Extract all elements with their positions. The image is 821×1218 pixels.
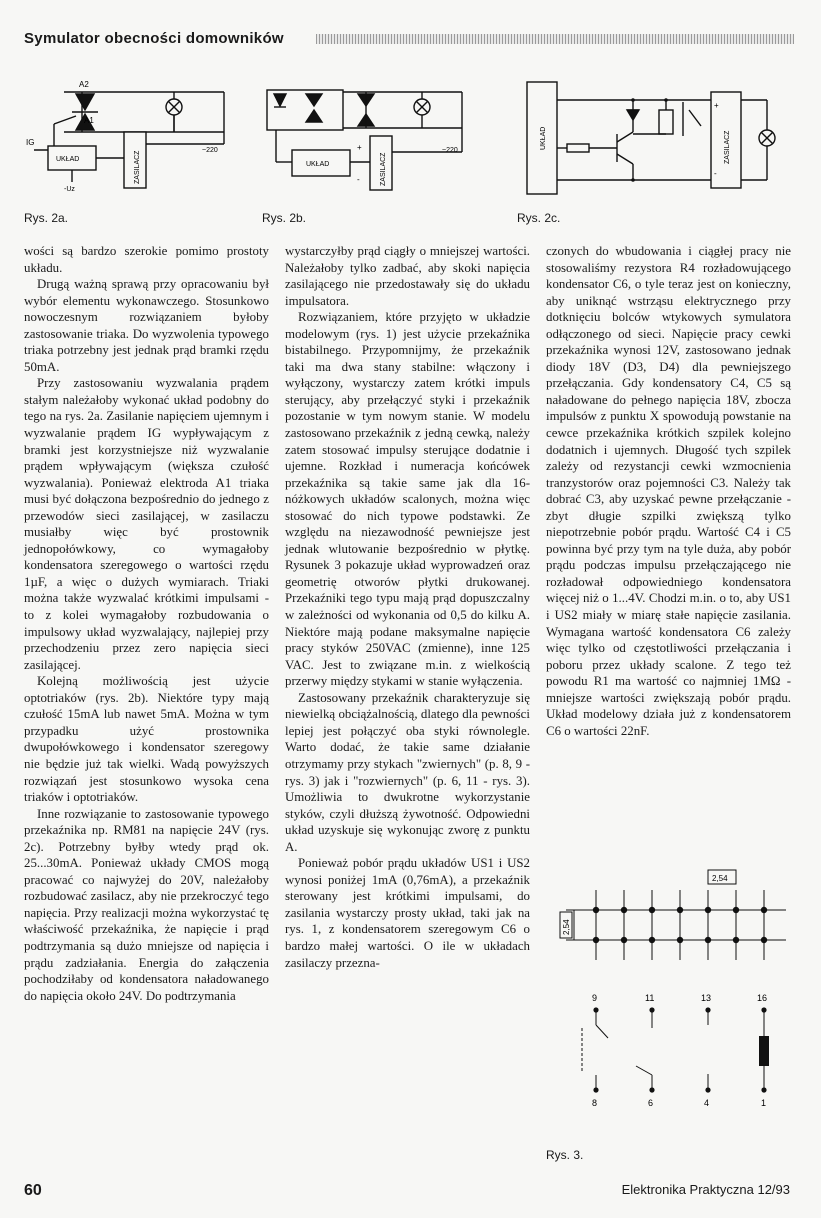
schematic-2b [262, 72, 502, 202]
label-supply: ZASILACZ [724, 130, 731, 164]
page-header [24, 30, 794, 50]
label-minus: - [357, 175, 360, 184]
paragraph: Ponieważ pobór prądu układów US1 i US2 wynosi poniżej 1mA (0,76mA), a przekaźnik sterowany jest krótkimi impulsami, do zasilania wystarczy prosty układ, taki jak na rys. 1, z kondensatorem szeregowym C6 o bardzo małej wartości. O ile w układach zasilaczy przezna- [285, 856, 530, 970]
paragraph: wości są bardzo szerokie pomimo prostoty układu. [24, 244, 269, 275]
dimension-vertical: 2,54 [562, 919, 571, 935]
figure-2c-caption: Rys. 2c. [517, 211, 561, 225]
label-block: UKŁAD [56, 156, 80, 163]
pin-label: 11 [645, 993, 655, 1003]
label-uz: -Uz [64, 186, 75, 193]
paragraph: wystarczyłby prąd ciągły o mniejszej wartości. Należałoby tylko zadbać, aby skoki napięcia zasilającego nie przedostawały się do układu impulsatora. [285, 244, 530, 308]
pin-label: 9 [592, 993, 598, 1003]
label-supply: ZASILACZ [380, 152, 387, 186]
label-block: UKŁAD [306, 161, 330, 168]
text-column-3 [546, 243, 791, 739]
pin-label: 13 [701, 993, 712, 1003]
pin-label: 16 [757, 993, 768, 1003]
paragraph: Przy zastosowaniu wyzwalania prądem stałym należałoby wykonać układ podobny do tego na rys. 2a. Zasilanie napięciem ujemnym i wyzwalanie prądem IG wypływającym z bramki jest korzystniejsze niż wyzwalanie prądem wpływającym (większa czułość wyzwalania). Ponieważ elektroda A1 triaka musi być dołączona bezpośrednio do jednego z przewodów sieci zasilającej, w zasilaczu musiałby więc być prostownik jednopołówkowy, co wymagałoby kondensatora szeregowego o wartości rzędu 1µF, a więc o dużych wymiarach. Triaki można także wyzwalać krótkimi impulsami - to z kolei wymagałoby rozbudowania o impulsowy układ wyzwalający, najlepiej przy przechodzeniu przez zero napięcia sieci zasilającej. [24, 376, 269, 672]
pin-label: 8 [592, 1098, 598, 1108]
figure-2a-caption: Rys. 2a. [24, 211, 69, 225]
pin-label: 6 [648, 1098, 654, 1108]
header-decorative-bar [316, 34, 794, 44]
paragraph: Inne rozwiązanie to zastosowanie typowego przekaźnika np. RM81 na napięcie 24V (rys. 2c). Potrzebny byłby wtedy prąd ok. 25...30mA. Ponieważ układy CMOS mogą pracować co najwyżej do 20V, należałoby rozbudować zasilacz, aby nie przekroczyć tego napięcia. Przy realizacji można wykorzystać tę właściwość przekaźnika, że napięcie i prąd podtrzymania są dużo mniejsze od napięcia i prądu zadziałania. Energia do załączenia pochodziłaby od kondensatora naładowanego do napięcia około 24V. Do podtrzymania [24, 806, 269, 1003]
label-plus: + [357, 143, 362, 152]
figure-3 [546, 860, 796, 1135]
label-supply: ZASILACZ [134, 150, 141, 184]
paragraph: Zastosowany przekaźnik charakteryzuje się niewielką obciążalnością, dlatego dla pewności lepiej jest połączyć oba styki równolegle. Warto dodać, że takie same działanie otrzymamy przy stykach "zwiernych" (p. 8, 9 - rys. 3) jak i "rozwiernych" (p. 6, 11 - rys. 3). Umożliwia to dwukrotne wykorzystanie styków, czyli dłuższą żywotność. Odpowiedni układ uzyskuje się wykonując zworę z punktu A. [285, 690, 530, 854]
schematic-2a [24, 72, 264, 202]
label-block: UKŁAD [540, 126, 547, 150]
pin-label: 1 [761, 1098, 767, 1108]
label-ig: IG [26, 138, 35, 147]
figure-2a [24, 72, 264, 202]
page-number: 60 [24, 1182, 42, 1199]
figure-3-caption: Rys. 3. [546, 1148, 584, 1162]
text-column-2 [285, 243, 530, 971]
dimension-horizontal: 2,54 [712, 874, 728, 883]
pin-label: 4 [704, 1098, 710, 1108]
figure-2b-caption: Rys. 2b. [262, 211, 307, 225]
schematic-2c [517, 72, 792, 202]
magazine-issue: Elektronika Praktyczna 12/93 [621, 1182, 790, 1197]
label-minus: - [714, 169, 717, 178]
label-mains: ~220 [442, 147, 458, 154]
section-title: Symulator obecności domowników [24, 30, 284, 47]
paragraph: czonych do wbudowania i ciągłej pracy nie stosowaliśmy rezystora R4 rozładowującego kondensator C6, o tyle teraz jest on konieczny, aby uniknąć wstrząsu elektrycznego przy dotknięciu bolców wtykowych symulatora odłączonego od sieci. Napięcie pracy cewki przekaźnika wynosi 12V, zastosowano jednak diody 18V (D3, D4) dla pewniejszego przełączania. Gdy kondensatory C4, C5 są naładowane do pełnego napięcia 18V, zbocza impulsów z punktu X spowodują powstanie na cewce przekaźnika krótkich szpilek kolejno dodatnich i ujemnych. Długość tych szpilek zależy od rezystancji cewki wzmocnienia tranzystorów oraz pojemności C3. Należy tak dobrać C3, aby uzyskać pewne przełączanie - zbyt długie szpilki zwiększą tylko niepotrzebnie pobór prądu. Wartość C4 i C5 powinna być przy tym na tyle duża, aby pobór prądu podczas impulsu przełączającego nie rozładował odpowiedniego kondensatora więcej niż o 1...4V. Chodzi m.in. o to, aby US1 i US2 miały w miarę stałe napięcie zasilania. Wymagana wartość kondensatora C6 zależy więc tylko od częstotliwości przełączania i poboru przez układy scalone. Z tego też powodu R1 ma wartość co najmniej 1MΩ - mniejsze wartości zwiększają pobór prądu. Układ modelowy działa już z kondensatorem C6 o wartości 22nF. [546, 244, 791, 738]
label-plus: + [714, 101, 719, 110]
paragraph: Rozwiązaniem, które przyjęto w układzie modelowym (rys. 1) jest użycie przekaźnika bistabilnego. Przypomnijmy, że przekaźnik taki ma dwa stany stabilne: włączony i wyłączony, wystarczy zatem krótki impuls sterujący, aby przełączyć styki i przekaźnik pozostanie w tym nowym stanie. W modelu zastosowano przekaźnik z jedną cewką, należy zatem stosować impulsy sterujące dodatnie i ujemne. Rozkład i numeracja końcówek przekaźnika są takie same jak dla 16-nóżkowych układów scalonych, można więc stosować do nich typowe podstawki. Ze względu na niezawodność pewniejsze jest jednak wlutowanie bezpośrednio w płytkę. Rysunek 3 pokazuje układ wyprowadzeń oraz geometrię otworów płytki drukowanej. Przekaźniki tego typu mają prąd dopuszczalny w zależności od wykonania od 0,5 do kilku A. Niektóre mają podane maksymalne napięcie pracy styków 250VAC (zmienne), inne 125 VAC. Jest to związane m.in. z wielkością przerwy między stykami w stanie wyłączenia. [285, 310, 530, 689]
paragraph: Kolejną możliwością jest użycie optotriaków (rys. 2b). Niektóre typy mają czułość 15mA lub nawet 5mA. Można w tym przypadku użyć prostownika dwupołówkowego i kondensator szeregowy nie będzie już tak wielki. Wadą powyższych rozwiązań jest stosunkowo wysoka cena triaków i optotriaków. [24, 674, 269, 805]
paragraph: Drugą ważną sprawą przy opracowaniu był wybór elementu wykonawczego. Stosunkowo nowoczesnym rozwiązaniem byłoby zastosowanie triaka. Do wyzwolenia typowego triaka potrzebny jest jednak prąd bramki rzędu 50mA. [24, 277, 269, 374]
label-mains: ~220 [202, 147, 218, 154]
figure-2c [517, 72, 792, 202]
text-column-1 [24, 243, 269, 1004]
figure-2b [262, 72, 502, 202]
label-a2: A2 [79, 80, 89, 89]
label-a1: A1 [84, 116, 94, 125]
relay-pinout-diagram [546, 860, 796, 1135]
